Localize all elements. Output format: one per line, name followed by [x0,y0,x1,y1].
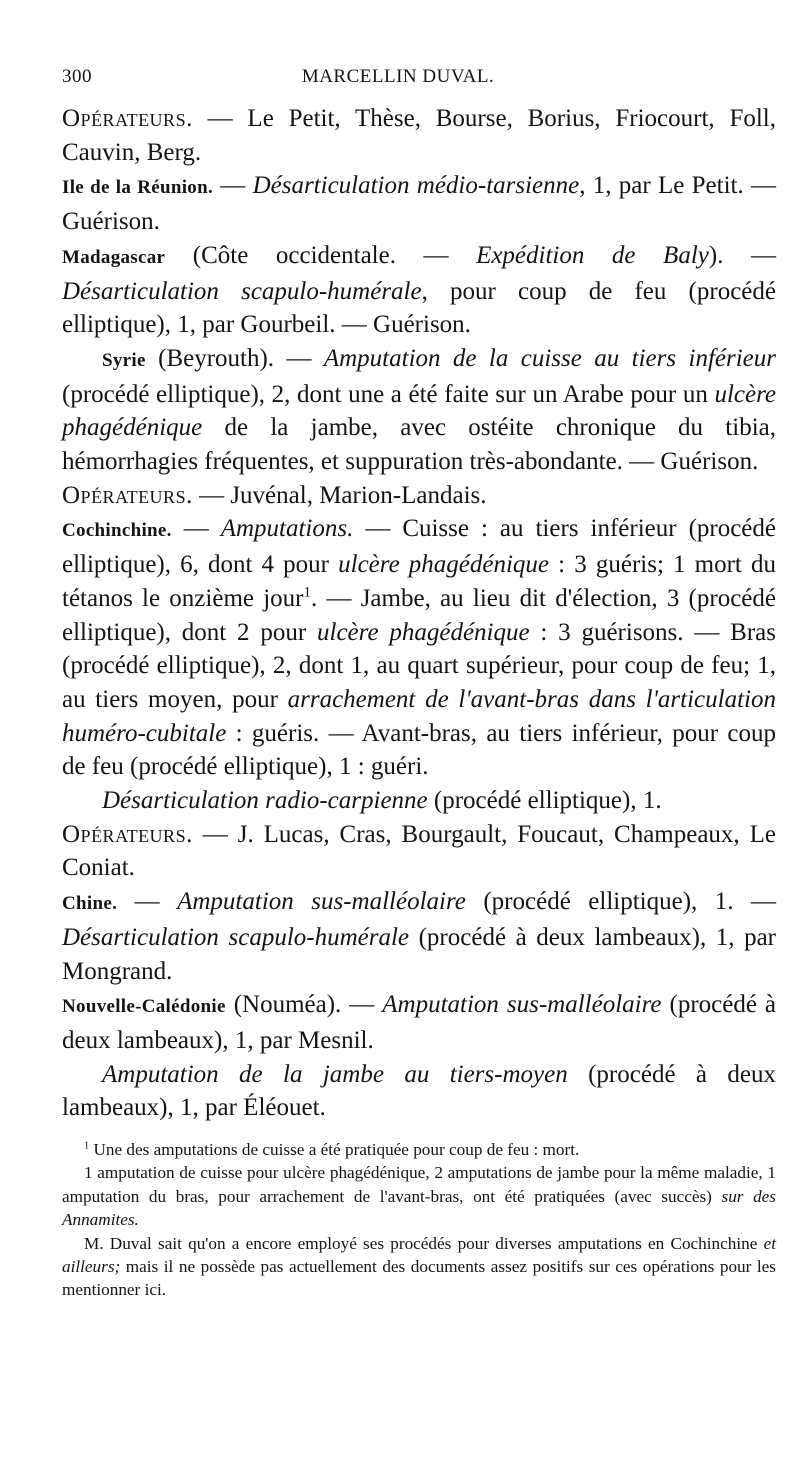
main-text [62,102,776,1125]
paragraph-text: : guéris. — Avant-bras, au tiers inférieur, pour coup de feu (procédé elliptique), 1 : guéri. [62,719,776,781]
condition-name: ulcère phagédénique [338,551,550,579]
paragraph-text: . — Jambe, au lieu dit d'élection, 3 (procédé elliptique), dont 2 pour [62,584,776,646]
place-heading: Chine. [62,893,118,915]
paragraph-radio-carpienne [62,784,776,818]
operation-name: Amputation sus-malléolaire [382,991,662,1019]
operation-name: Désarticulation scapulo-humérale [62,277,422,305]
footnote-italic: sur des Annamites. [62,1186,776,1230]
paragraph-syrie [62,342,776,479]
paragraph-text: — [213,172,253,200]
paragraph-cochinchine [62,512,776,784]
paragraph-text: (procédé à deux lambeaux), 1, par Mongrand. [62,923,777,985]
paragraph-jambe-tiers-moyen [62,1058,776,1125]
paragraph-text: (Nouméa). — [225,991,383,1019]
paragraph-text: ). — [708,241,776,269]
footnote-italic: et ailleurs; [62,1233,776,1277]
condition-name: arrachement de l'avant-bras dans l'articulation huméro-cubitale [62,685,776,747]
paragraph-nouvelle-caledonie [62,988,776,1057]
condition-name: ulcère phagédénique [317,618,530,646]
paragraph-reunion [62,169,776,238]
paragraph-text: (Beyrouth). — [145,344,324,372]
operation-name: Amputations. [220,515,354,543]
paragraph-text: : 3 guéris; 1 mort du tétanos le onzième jour [62,551,776,612]
paragraph-operators-3 [62,818,776,885]
operators-label: Opérateurs. [62,105,193,132]
paragraph-text: — J. Lucas, Cras, Bourgault, Foucaut, Champeaux, Le Coniat. [62,820,776,882]
running-head: MARCELLIN DUVAL. [301,66,495,87]
operation-name: Amputation sus-malléolaire [177,888,466,916]
paragraph-text: — [171,515,221,543]
place-heading: Ile de la Réunion. [62,177,213,199]
paragraph-text: : 3 guérisons. — Bras (procédé elliptique), 2, dont 1, au quart supérieur, pour coup de feu; 1, au tiers moyen, pour [62,618,776,713]
paragraph-operators-2 [62,479,776,513]
paragraph-madagascar [62,239,776,342]
place-heading: Nouvelle-Calédonie [62,996,226,1018]
operation-name: Désarticulation médio-tarsienne [252,172,580,200]
place-heading: Cochinchine. [62,520,172,542]
footnote-text: mais il ne possède pas actuellement des documents assez positifs sur ces opérations pour les mentionner ici. [62,1257,776,1300]
paragraph-chine [62,885,776,988]
footnote-ref: 1 [303,584,311,601]
paragraph-text: — Cuisse : au tiers inférieur (procédé elliptique), 6, dont 4 pour [62,515,777,579]
operation-name: Amputation de la cuisse au tiers inférieur [323,344,776,372]
footnote-mark: 1 [84,1140,90,1152]
paragraph-text: (procédé à deux lambeaux), 1, par Mesnil. [62,991,777,1054]
footnote-1 [62,1138,776,1161]
place-heading: Syrie [102,349,146,371]
page-number: 300 [62,66,92,87]
paragraph-text: (procédé elliptique), 1. [427,787,662,815]
paragraph-text: , 1, par Le Petit. — Guérison. [62,172,777,236]
paragraph-text: (procédé elliptique), 1. — [465,888,777,916]
footnote-3 [62,1232,776,1302]
expedition-name: Expédition de Baly [476,241,709,269]
paragraph-text: de la jambe, avec ostéite chronique du tibia, hémorrhagies fréquentes, et suppuration très-abondante. — Guérison. [62,414,776,476]
place-heading: Madagascar [62,246,166,268]
operation-name: Désarticulation scapulo-humérale [62,923,410,951]
footnote-2 [62,1161,776,1231]
operators-label: Opérateurs. [62,820,193,848]
footnote-text: Une des amputations de cuisse a été pratiquée pour coup de feu : mort. [89,1140,580,1159]
operation-name: Désarticulation radio-carpienne [102,787,428,815]
paragraph-text: — [117,888,178,916]
paragraph-text: (Côte occidentale. — [165,241,477,269]
operation-name: Amputation de la jambe au tiers-moyen [102,1060,568,1088]
condition-name: ulcère phagédénique [62,380,776,442]
paragraph-operators-1 [62,102,776,169]
paragraph-text: — Juvénal, Marion-Landais. [192,481,487,509]
footnotes [62,1138,776,1302]
paragraph-text: (procédé elliptique), 2, dont une a été faite sur un Arabe pour un [62,380,715,408]
footnote-text: M. Duval sait qu'on a encore employé ses procédés pour diverses amputations en Cochinchine [84,1233,764,1253]
paragraph-text: (procédé à deux lambeaux), 1, par Éléouet. [62,1060,776,1122]
paragraph-text: — Le Petit, Thèse, Bourse, Borius, Friocourt, Foll, Cauvin, Berg. [62,105,776,166]
paragraph-text: , pour coup de feu (procédé elliptique), 1, par Gourbeil. — Guérison. [62,277,776,339]
footnote-text: 1 amputation de cuisse pour ulcère phagédénique, 2 amputations de jambe pour la même maladie, 1 amputation du bras, pour arrachement de l'avant-bras, ont été pratiquées (avec succès) [62,1163,776,1206]
operators-label: Opérateurs. [62,481,193,509]
page-header [62,66,734,96]
